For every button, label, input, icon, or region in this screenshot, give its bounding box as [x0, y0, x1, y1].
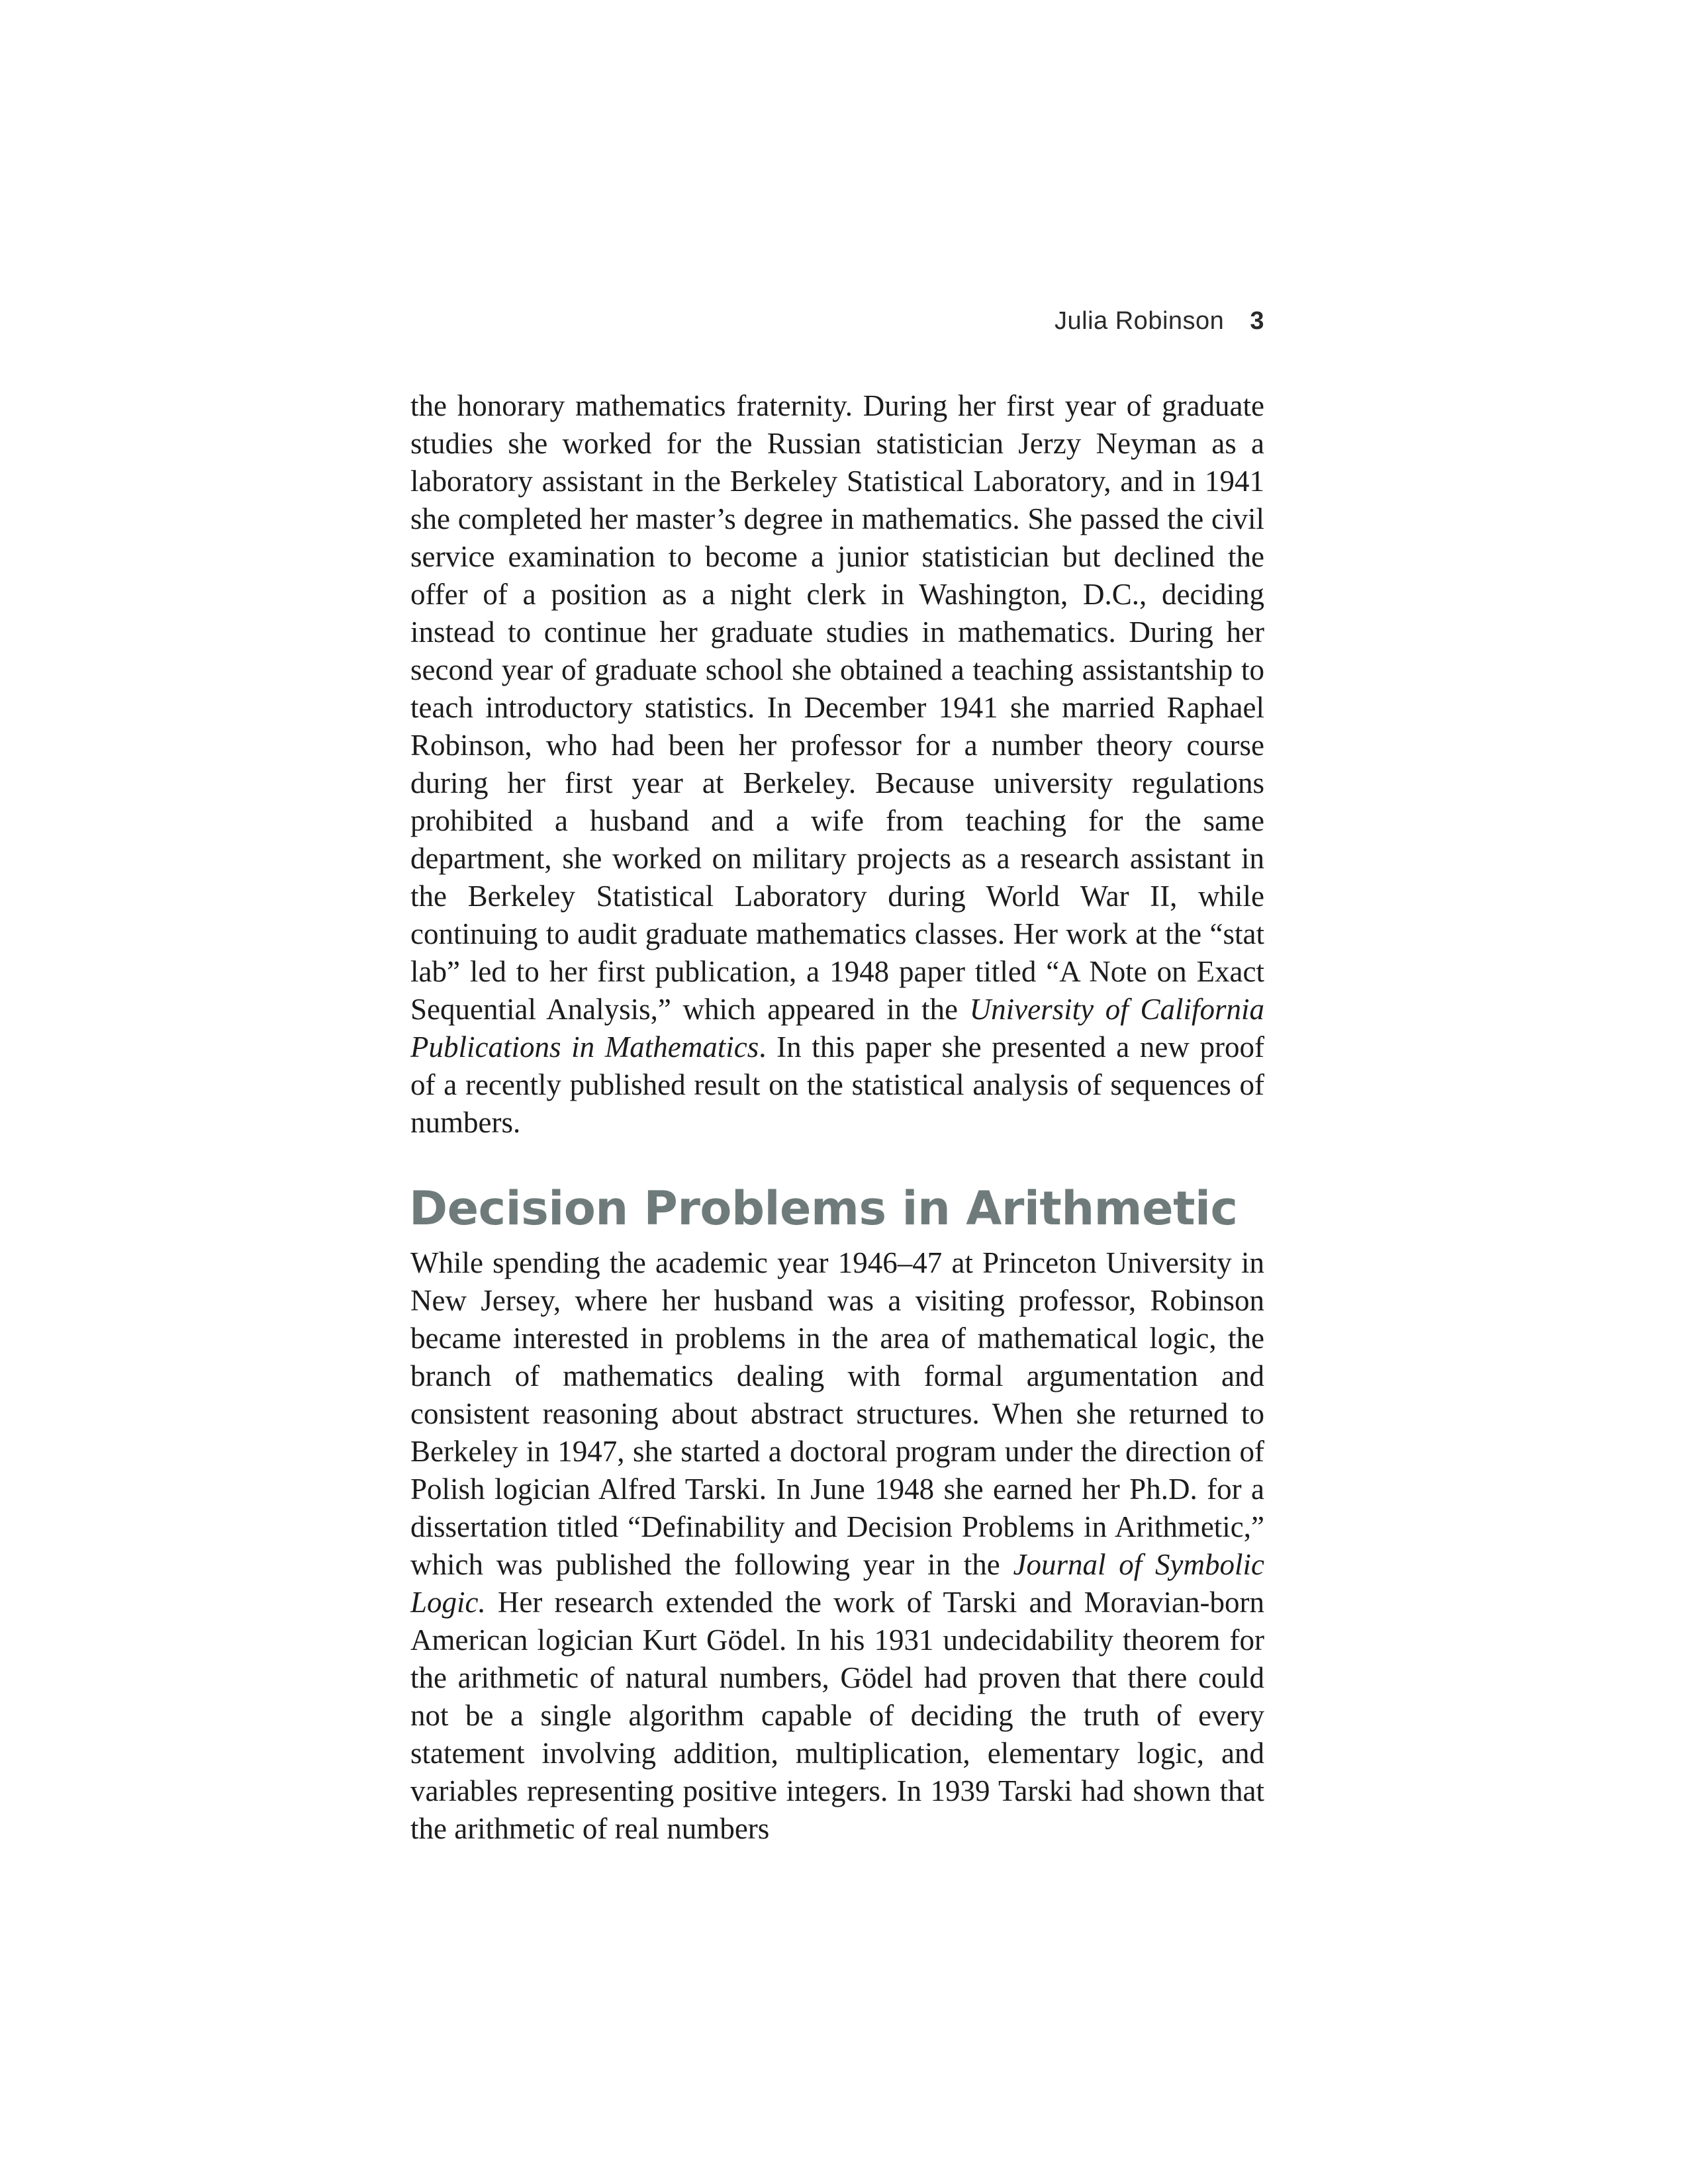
running-head-title: Julia Robinson — [1055, 307, 1225, 335]
paragraph-1-italic-title: University of California Publications in Mathematics — [410, 993, 1264, 1064]
paragraph-2-text-a: While spending the academic year 1946–47 at Princeton University in New Jersey, where her husband was a visiting professor, Robinson became interested in problems in the area of mathematical logic, the branch of mathematics dealing with formal argumentation and consistent reasoning about abstract structures. When she returned to Berkeley in 1947, she started a doctoral program under the direction of Polish logician Alfred Tarski. In June 1948 she earned her Ph.D. for a dissertation titled “Definability and Decision Problems in Arithmetic,” which was published the following year in the — [410, 1246, 1264, 1581]
body-paragraph-1 — [410, 387, 1264, 1142]
paragraph-1-text-b: . In this paper she presented a new proof of a recently published result on the statistical analysis of sequences of numbers. — [410, 1030, 1264, 1139]
paragraph-1-text-a: the honorary mathematics fraternity. During her first year of graduate studies she worked for the Russian statistician Jerzy Neyman as a laboratory assistant in the Berkeley Statistical Laboratory, and in 1941 she completed her master’s degree in mathematics. She passed the civil service examination to become a junior statistician but declined the offer of a position as a night clerk in Washington, D.C., deciding instead to continue her graduate studies in mathematics. During her second year of graduate school she obtained a teaching assistantship to teach introductory statistics. In December 1941 she married Raphael Robinson, who had been her professor for a number theory course during her first year at Berkeley. Because university regulations prohibited a husband and a wife from teaching for the same department, she worked on military projects as a research assistant in the Berkeley Statistical Laboratory during World War II, while continuing to audit graduate mathematics classes. Her work at the “stat lab” led to her first publication, a 1948 paper titled “A Note on Exact Sequential Analysis,” which appeared in the — [410, 389, 1264, 1026]
body-paragraph-2 — [410, 1244, 1264, 1848]
running-head — [1055, 307, 1264, 336]
paragraph-2-italic-title: Journal of Symbolic Logic. — [410, 1548, 1264, 1619]
section-heading: Decision Problems in Arithmetic — [409, 1181, 1238, 1236]
paragraph-2-text — [410, 1244, 1264, 1848]
page-number: 3 — [1250, 307, 1264, 335]
paragraph-2-text-b: Her research extended the work of Tarski and Moravian-born American logician Kurt Gödel. In his 1931 undecidability theorem for the arithmetic of natural numbers, Gödel had proven that there could not be a single algorithm capable of deciding the truth of every statement involving addition, multiplication, elementary logic, and variables representing positive integers. In 1939 Tarski had shown that the arithmetic of real numbers — [410, 1586, 1264, 1845]
paragraph-1-text — [410, 387, 1264, 1142]
